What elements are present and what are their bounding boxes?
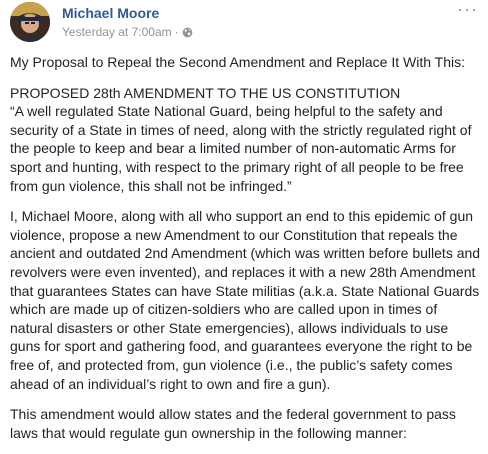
post-paragraph: This amendment would allow states and the federal government to pass laws that would regulate gun ownership in the following manner: (10, 406, 456, 441)
more-options-icon[interactable]: ··· (457, 0, 478, 19)
author-name[interactable]: Michael Moore (62, 5, 160, 21)
post-paragraph: My Proposal to Repeal the Second Amendment and Replace It With This: (10, 54, 465, 70)
post-paragraph: PROPOSED 28th AMENDMENT TO THE US CONSTITUTION (10, 84, 401, 101)
post-paragraph: “A well regulated State National Guard, being helpful to the safety and security of a State in times of need, along with the strictly regulated right of the people to keep and bear a limited number of non-automatic Arms for sport and hunting, with respect to the primary right of all people to be free from gun violence, this shall not be infringed.” (10, 103, 472, 194)
post-body (10, 53, 482, 454)
post-paragraph: I, Michael Moore, along with all who support an end to this epidemic of gun violence, propose a new Amendment to our Constitution that repeals the ancient and outdated 2nd Amendment (which was written before bullets and revolvers were even invented), and replaces it with a new 28th Amendment that guarantees States can have State militias (a.k.a. State National Guards which are made up of citizen-soldiers who are called upon in times of natural disasters or other State emergencies), allows individuals to use guns for sport and gathering food, and guarantees everyone the right to be free of, and protected from, gun violence (i.e., the public’s safety comes ahead of an individual’s right to own and fire a gun). (10, 208, 481, 392)
post-header (10, 2, 478, 42)
post-timestamp[interactable]: Yesterday at 7:00am (62, 25, 172, 39)
globe-icon[interactable] (182, 27, 193, 38)
meta-separator: · (174, 25, 179, 39)
avatar[interactable] (10, 2, 50, 42)
post-meta (62, 25, 193, 39)
